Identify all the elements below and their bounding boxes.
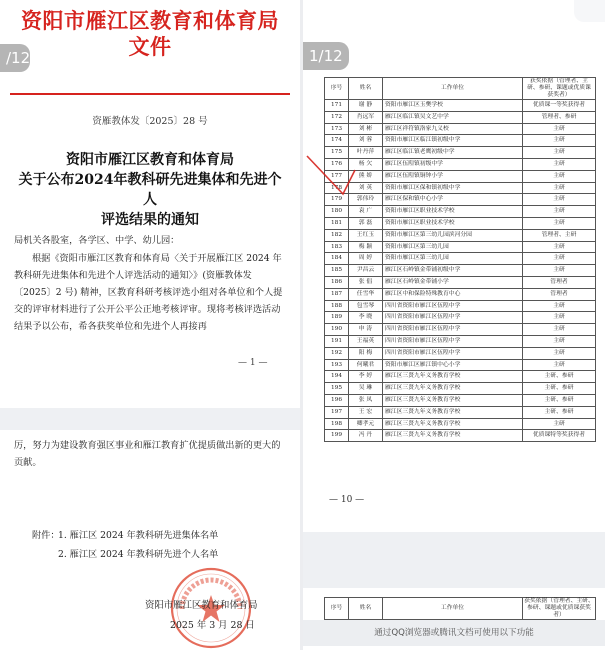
- table-row: [325, 217, 596, 229]
- cell-name: 梅 颖: [349, 241, 383, 253]
- cell-basis: 主研: [523, 241, 596, 253]
- cell-basis: 主研: [523, 170, 596, 182]
- table-row: [325, 111, 596, 123]
- cell-name: 王红玉: [349, 229, 383, 241]
- cell-unit: 雁江区伍隍镇铜钟小学: [383, 170, 523, 182]
- cell-no: 181: [325, 217, 349, 229]
- attachment-item-1: 1. 雁江区 2024 年教科研先进集体名单: [58, 530, 219, 541]
- cell-basis: 主研: [523, 253, 596, 265]
- cell-name: 周 婷: [349, 253, 383, 265]
- document-page-left[interactable]: [0, 0, 300, 650]
- cell-unit: 资阳市雁江区职业技术学校: [383, 206, 523, 218]
- table-row: [325, 229, 596, 241]
- award-list-table-next: [324, 597, 596, 620]
- table-row: [325, 170, 596, 182]
- cell-unit: 雁江区石岭镇金带铺初级中学: [383, 265, 523, 277]
- cell-name: 张 倡: [349, 276, 383, 288]
- cell-no: 179: [325, 194, 349, 206]
- table-row: [325, 100, 596, 112]
- cell-unit: 雁江区中和保险特殊教育中心: [383, 288, 523, 300]
- document-number: 资雁教体发〔2025〕28 号: [92, 116, 208, 127]
- cell-name: 吴 琳: [349, 383, 383, 395]
- cell-no: 195: [325, 383, 349, 395]
- cell-unit: 四川省资阳市雁江区伍隍中学: [383, 312, 523, 324]
- cell-basis: 主研: [523, 206, 596, 218]
- cell-name: 李 婷: [349, 371, 383, 383]
- table-row: [325, 394, 596, 406]
- cell-no: 188: [325, 300, 349, 312]
- page-number-left: — 1 —: [238, 358, 268, 368]
- page-indicator-right: 1/12: [303, 42, 349, 70]
- cell-name: 卿孝元: [349, 418, 383, 430]
- table-row: [325, 123, 596, 135]
- cell-name: 郭伟玲: [349, 194, 383, 206]
- col-header-unit: 工作单位: [383, 598, 523, 620]
- col-header-name: 姓名: [349, 78, 383, 100]
- cell-name: 阳 梅: [349, 347, 383, 359]
- body-paragraph: 根据《资阳市雁江区教育和体育局〈关于开展雁江区 2024 年教科研先进集体和先进个人评选活动的通知〉》(资雁教体发〔2025〕2 号) 精神，区教育科研考核评选小组对各单位和个人提交的评审材料进行了公开公平公正地考核评审。现将考核评选活动结果予以公布，希各获奖单位和先进个人再接再: [14, 253, 283, 332]
- table-row: [325, 135, 596, 147]
- attachment-item-2: 2. 雁江区 2024 年教科研先进个人名单: [58, 549, 219, 560]
- cell-unit: 资阳市雁江区保和镇初级中学: [383, 182, 523, 194]
- cell-basis: 管理者、参研: [523, 111, 596, 123]
- cell-basis: 主研: [523, 347, 596, 359]
- cell-name: 张 凤: [349, 394, 383, 406]
- document-title: [14, 150, 286, 230]
- cell-unit: 雁江区伍隍镇初级中学: [383, 158, 523, 170]
- table-row: [325, 324, 596, 336]
- cell-unit: 资阳市雁江区第三幼儿园滨河分园: [383, 229, 523, 241]
- cell-unit: 四川省资阳市雁江区伍隍中学: [383, 324, 523, 336]
- col-header-no: 序号: [325, 598, 349, 620]
- red-checkmark-icon: [303, 150, 363, 220]
- cell-basis: 主研: [523, 359, 596, 371]
- cell-no: 180: [325, 206, 349, 218]
- cell-unit: 四川省资阳市雁江区伍隍中学: [383, 300, 523, 312]
- cell-unit: 雁江区三贤九年义务教育学校: [383, 418, 523, 430]
- cell-basis: 主研: [523, 324, 596, 336]
- cell-no: 183: [325, 241, 349, 253]
- cell-unit: 四川省资阳市雁江区伍隍中学: [383, 347, 523, 359]
- cell-basis: 主研: [523, 335, 596, 347]
- cell-name: 杨 欠: [349, 158, 383, 170]
- cell-name: 熊 娇: [349, 170, 383, 182]
- cell-name: 谢 静: [349, 100, 383, 112]
- cell-basis: 主研: [523, 217, 596, 229]
- table-row: [325, 312, 596, 324]
- cell-name: 包雪琴: [349, 300, 383, 312]
- cell-unit: 雁江区临江镇吴文艺中学: [383, 111, 523, 123]
- table-row: [325, 406, 596, 418]
- cell-name: 何曦君: [349, 359, 383, 371]
- cell-name: 申 涛: [349, 324, 383, 336]
- page-gap: [0, 408, 300, 430]
- cell-name: 李 晓: [349, 312, 383, 324]
- cell-basis: 主研: [523, 300, 596, 312]
- cell-unit: 雁江区三贤九年义务教育学校: [383, 406, 523, 418]
- cell-no: 199: [325, 430, 349, 442]
- cell-basis: 主研: [523, 182, 596, 194]
- cell-basis: 主研: [523, 147, 596, 159]
- cell-no: 174: [325, 135, 349, 147]
- table-row: [325, 430, 596, 442]
- cell-basis: 管理者: [523, 276, 596, 288]
- cell-basis: 主研: [523, 158, 596, 170]
- table-row: [325, 347, 596, 359]
- cell-unit: 雁江区三贤九年义务教育学校: [383, 371, 523, 383]
- cell-no: 192: [325, 347, 349, 359]
- cell-basis: 管理者、主研: [523, 229, 596, 241]
- cell-basis: 主研: [523, 135, 596, 147]
- table-row: [325, 371, 596, 383]
- cell-no: 198: [325, 418, 349, 430]
- cell-unit: 资阳市雁江区临江镇初级中学: [383, 135, 523, 147]
- cell-no: 185: [325, 265, 349, 277]
- cell-unit: 雁江区三贤九年义务教育学校: [383, 394, 523, 406]
- table-header-row: [325, 598, 596, 620]
- body-continuation: 厉，努力为建设教育强区事业和雁江教育扩优提质做出新的更大的贡献。: [14, 440, 281, 468]
- table-row: [325, 383, 596, 395]
- cell-basis: 主研、参研: [523, 394, 596, 406]
- cell-basis: 主研: [523, 418, 596, 430]
- table-row: [325, 253, 596, 265]
- cell-no: 184: [325, 253, 349, 265]
- cell-unit: 雁江区石岭镇金带铺小学: [383, 276, 523, 288]
- cell-unit: 雁江区保和镇中心小学: [383, 194, 523, 206]
- cell-name: 刘 英: [349, 182, 383, 194]
- cell-name: 肖远军: [349, 111, 383, 123]
- table-row: [325, 288, 596, 300]
- cell-name: 叶丹萍: [349, 147, 383, 159]
- signing-authority: 资阳市雁江区教育和体育局: [145, 600, 258, 611]
- red-divider-line: [10, 93, 290, 95]
- cell-basis: 主研: [523, 312, 596, 324]
- browser-feature-banner[interactable]: 通过QQ浏览器或腾讯文档可使用以下功能: [303, 620, 605, 646]
- page-number-right: — 10 —: [329, 495, 365, 505]
- cell-no: 175: [325, 147, 349, 159]
- title-line-1: 资阳市雁江区教育和体育局: [66, 152, 234, 168]
- cell-no: 172: [325, 111, 349, 123]
- cell-unit: 雁江区临江镇老鹰初级中学: [383, 147, 523, 159]
- cell-no: 173: [325, 123, 349, 135]
- table-row: [325, 206, 596, 218]
- cell-no: 176: [325, 158, 349, 170]
- cell-unit: 四川省资阳市雁江区伍隍中学: [383, 335, 523, 347]
- table-row: [325, 300, 596, 312]
- cell-basis: 主研、参研: [523, 383, 596, 395]
- cell-basis: 管理者: [523, 288, 596, 300]
- document-red-header: 资阳市雁江区教育和体育局文件: [21, 8, 279, 59]
- cell-basis: 主研: [523, 194, 596, 206]
- cell-name: 王 宏: [349, 406, 383, 418]
- cell-unit: 资阳市雁江区第三幼儿园: [383, 241, 523, 253]
- table-row: [325, 241, 596, 253]
- cell-no: 171: [325, 100, 349, 112]
- cell-no: 193: [325, 359, 349, 371]
- cell-name: 任雪华: [349, 288, 383, 300]
- table-row: [325, 359, 596, 371]
- document-page-1: [0, 0, 300, 408]
- cell-name: 冯 丹: [349, 430, 383, 442]
- cell-no: 191: [325, 335, 349, 347]
- cell-name: 郭 磊: [349, 217, 383, 229]
- cell-no: 197: [325, 406, 349, 418]
- cell-name: 刘 彬: [349, 123, 383, 135]
- cell-name: 尹昌云: [349, 265, 383, 277]
- cell-no: 196: [325, 394, 349, 406]
- col-header-no: 序号: [325, 78, 349, 100]
- cell-basis: 主研: [523, 123, 596, 135]
- page-indicator-left: /12: [0, 44, 30, 72]
- table-row: [325, 335, 596, 347]
- cell-no: 182: [325, 229, 349, 241]
- cell-no: 190: [325, 324, 349, 336]
- award-list-table: [324, 77, 596, 442]
- cell-name: 王福英: [349, 335, 383, 347]
- col-header-basis: 获奖依据（管理者、主研、参研、课题或优质课获奖者）: [524, 598, 594, 618]
- cell-unit: 资阳市雁江区第三幼儿园: [383, 253, 523, 265]
- cell-no: 177: [325, 170, 349, 182]
- table-row: [325, 182, 596, 194]
- cell-name: 袁 广: [349, 206, 383, 218]
- table-header-row: [325, 78, 596, 100]
- cell-basis: 主研: [523, 265, 596, 277]
- cell-unit: 资阳市雁江区职业技术学校: [383, 217, 523, 229]
- page-gap-right: [303, 532, 605, 588]
- cell-no: 194: [325, 371, 349, 383]
- cell-no: 178: [325, 182, 349, 194]
- col-header-name: 姓名: [349, 598, 383, 620]
- cell-unit: 雁江区三贤九年义务教育学校: [383, 383, 523, 395]
- cell-no: 186: [325, 276, 349, 288]
- salutation: 局机关各股室，各学区、中学、幼儿园：: [14, 235, 180, 246]
- document-page-right[interactable]: [303, 0, 605, 650]
- cell-name: 刘 蓉: [349, 135, 383, 147]
- table-row: [325, 265, 596, 277]
- signing-date: 2025 年 3 月 28 日: [170, 620, 255, 631]
- table-row: [325, 158, 596, 170]
- col-header-unit: 工作单位: [383, 78, 523, 100]
- cell-no: 189: [325, 312, 349, 324]
- attachments-label: 附件：: [32, 530, 60, 541]
- cell-unit: 雁江区祥符镇洛家九义校: [383, 123, 523, 135]
- table-row: [325, 418, 596, 430]
- cell-basis: 主研、参研: [523, 406, 596, 418]
- cell-unit: 雁江区三贤九年义务教育学校: [383, 430, 523, 442]
- cell-basis: 优质课特等奖获得者: [523, 430, 596, 442]
- title-line-2: 关于公布2024年教科研先进集体和先进个人: [18, 172, 282, 208]
- table-row: [325, 147, 596, 159]
- table-row: [325, 276, 596, 288]
- table-row: [325, 194, 596, 206]
- cell-unit: 资阳市雁江区雁江镇中心小学: [383, 359, 523, 371]
- cell-basis: 优质课一等奖获得者: [523, 100, 596, 112]
- cell-unit: 资阳市雁江区玉樊学校: [383, 100, 523, 112]
- cell-no: 187: [325, 288, 349, 300]
- col-header-basis: 获奖依据（管理者、主研、参研、课题或优质课获奖者）: [523, 78, 596, 100]
- title-line-3: 评选结果的通知: [101, 212, 199, 228]
- cell-basis: 主研、参研: [523, 371, 596, 383]
- side-tab[interactable]: [574, 0, 605, 22]
